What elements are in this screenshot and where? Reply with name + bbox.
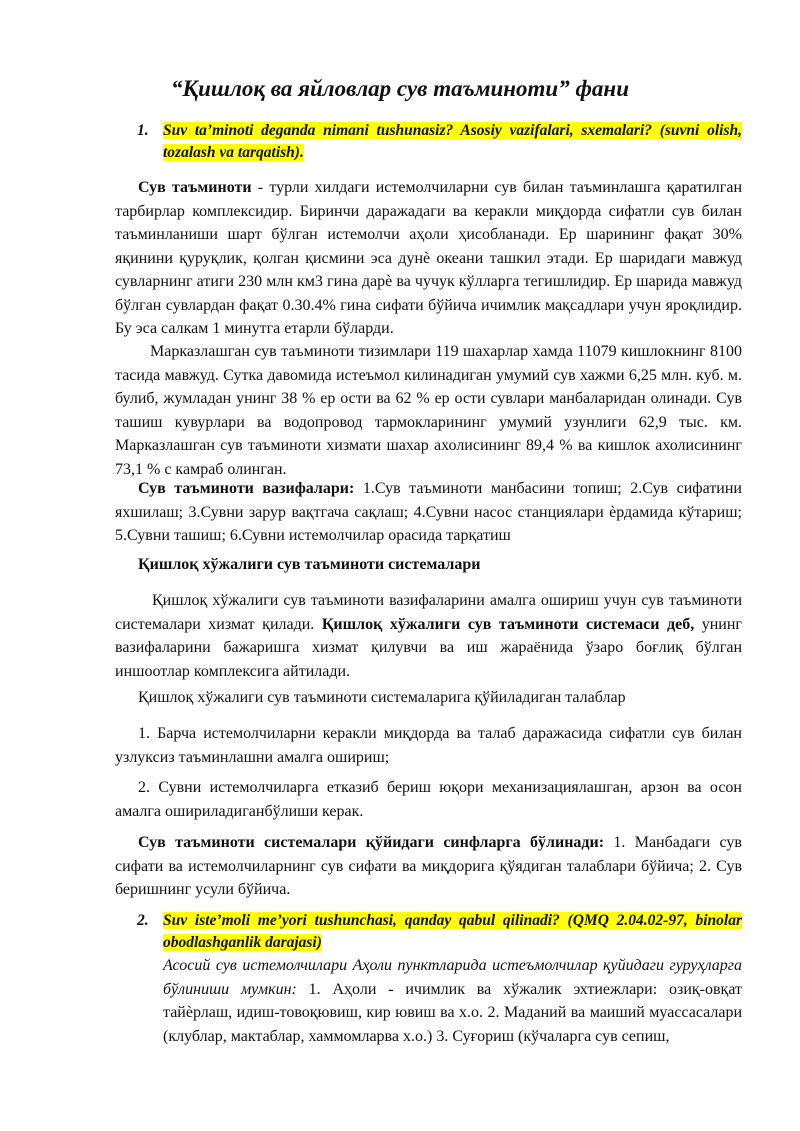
paragraph-requirement-2: 2. Сувни истемолчиларга етказиб бериш юқори механизациялашган, арзон ва осон амалга ошириладиганбўлиши керак. — [115, 779, 742, 820]
paragraph-centralized-systems — [115, 340, 742, 481]
term-water-supply-tasks: Сув таъминоти вазифалари: — [138, 480, 355, 497]
paragraph-requirements-intro: Қишлоқ хўжалиги сув таъминоти системаларига қўйиладиган талаблар — [138, 689, 626, 706]
question-2-number: 2. — [137, 912, 149, 929]
term-water-supply: Сув таъминоти — [138, 179, 252, 196]
paragraph-agri-systems-definition — [115, 589, 742, 683]
question-2-text: Suv iste’moli me’yori tushunchasi, qanday qabul qilinadi? (QMQ 2.04.02-97, binolar obodlashganlik darajasi) — [163, 912, 742, 951]
paragraph-text: 1. Манбадаги сув сифати ва истемолчиларнинг сув сифати ва миқдорига қўядиган талаблари бўйича; 2. Сув беришнинг усули бўйича. — [115, 834, 742, 898]
italic-intro: Асосий сув истемолчилари Аҳоли пунктларида истеъмолчилар қуйидаги гуруҳларга бўлиниши мумкин: — [163, 957, 742, 998]
page-title: “Қишлоқ ва яйловлар сув таъминоти” фани — [171, 76, 629, 101]
paragraph-water-supply-tasks — [115, 477, 742, 548]
paragraph-water-consumers — [163, 954, 742, 1048]
paragraph-text: Қишлоқ хўжалиги сув таъминоти вазифаларини амалга ошириш учун сув таъминоти системалари хизмат қилади. — [115, 592, 742, 633]
paragraph-requirement-1: 1. Барча истемолчиларни керакли миқдорда ва талаб даражасида сифатли сув билан узлуксиз таъминлашни амалга ошириш; — [115, 725, 742, 766]
question-1-number: 1. — [137, 122, 149, 139]
paragraph-text: Марказлашган сув таъминоти тизимлари 119 шахарлар хамда 11079 кишлокнинг 8100 тасида мавжуд. Сутка давомида истеъмол килинадиган умумий сув хажми 6,25 млн. куб. м. булиб, жумладан унинг 38 % ер ости ва 62 % ер ости сувлари манбаларидан олинади. Сув ташиш кувурлари ва водопровод тармокларининг умумий узунлиги 62,9 тыс. км. Марказлашган сув таъминоти хизмати шахар ахолисининг 89,4 % ва кишлок ахолисининг 73,1 % с камраб олинган. — [115, 343, 742, 478]
question-2 — [137, 910, 742, 954]
paragraph-system-classes — [115, 831, 742, 902]
section-heading-agri-systems: Қишлоқ хўжалиги сув таъминоти системалари — [138, 556, 481, 573]
paragraph-text: - турли хилдаги истемолчиларни сув билан таъминлашга қаратилган тарбирлар комплексидир. Биринчи даражадаги ва керакли миқдорда сифатли сув билан таъминланиши шарт бўлган истемолчи аҳоли ҳисобланади. Ер шарининг фақат 30% яқинини қуруқлик, қолган қисмини эса дунѐ океани ташкил этади. Ер шаридаги мавжуд сувларнинг атиги 230 млн км3 гина дарѐ ва чучук кўлларга тегишлидир. Ер шарида мавжуд бўлган сувлардан фақат 0.30.4% гина сифати бўйича ичимлик мақсадлари учун яроқлидир. Бу эса салкам 1 минутга етарли бўларди. — [115, 179, 743, 337]
paragraph-text: унинг вазифаларини бажаришга хизмат қилувчи ва иш жараёнида ўзаро боғлиқ бўлган иншоотлар комплексига айтилади. — [115, 615, 742, 680]
question-1-text: Suv ta’minoti deganda nimani tushunasiz? Asosiy vazifalari, sxemalari? (suvni olish, tozalash va tarqatish). — [163, 122, 742, 161]
paragraph-text: 1.Сув таъминоти манбасини топиш; 2.Сув сифатини яхшилаш; 3.Сувни зарур вақтгача сақлаш; 4.Сувни насос станциялари ѐрдамида кўтариш; 5.Сувни ташиш; 6.Сувни истемолчилар орасида тарқатиш — [115, 480, 742, 544]
paragraph-water-supply-definition — [115, 176, 742, 341]
question-1 — [137, 120, 742, 164]
term-system-classes: Сув таъминоти системалари қўйидаги синфларга бўлинади: — [138, 834, 605, 851]
paragraph-text: 1. Аҳоли - ичимлик ва хўжалик эхтиежлари: озиқ-овқат тайѐрлаш, идиш-товоқювиш, кир ювиш ва х.о. 2. Маданий ва маиший муассасалари (клублар, мактаблар, хаммомларва х.о.) 3. Суғориш (кўчаларга сув сепиш, — [163, 980, 742, 1045]
term-agri-system: Қишлоқ хўжалиги сув таъминоти системаси деб, — [321, 615, 695, 633]
